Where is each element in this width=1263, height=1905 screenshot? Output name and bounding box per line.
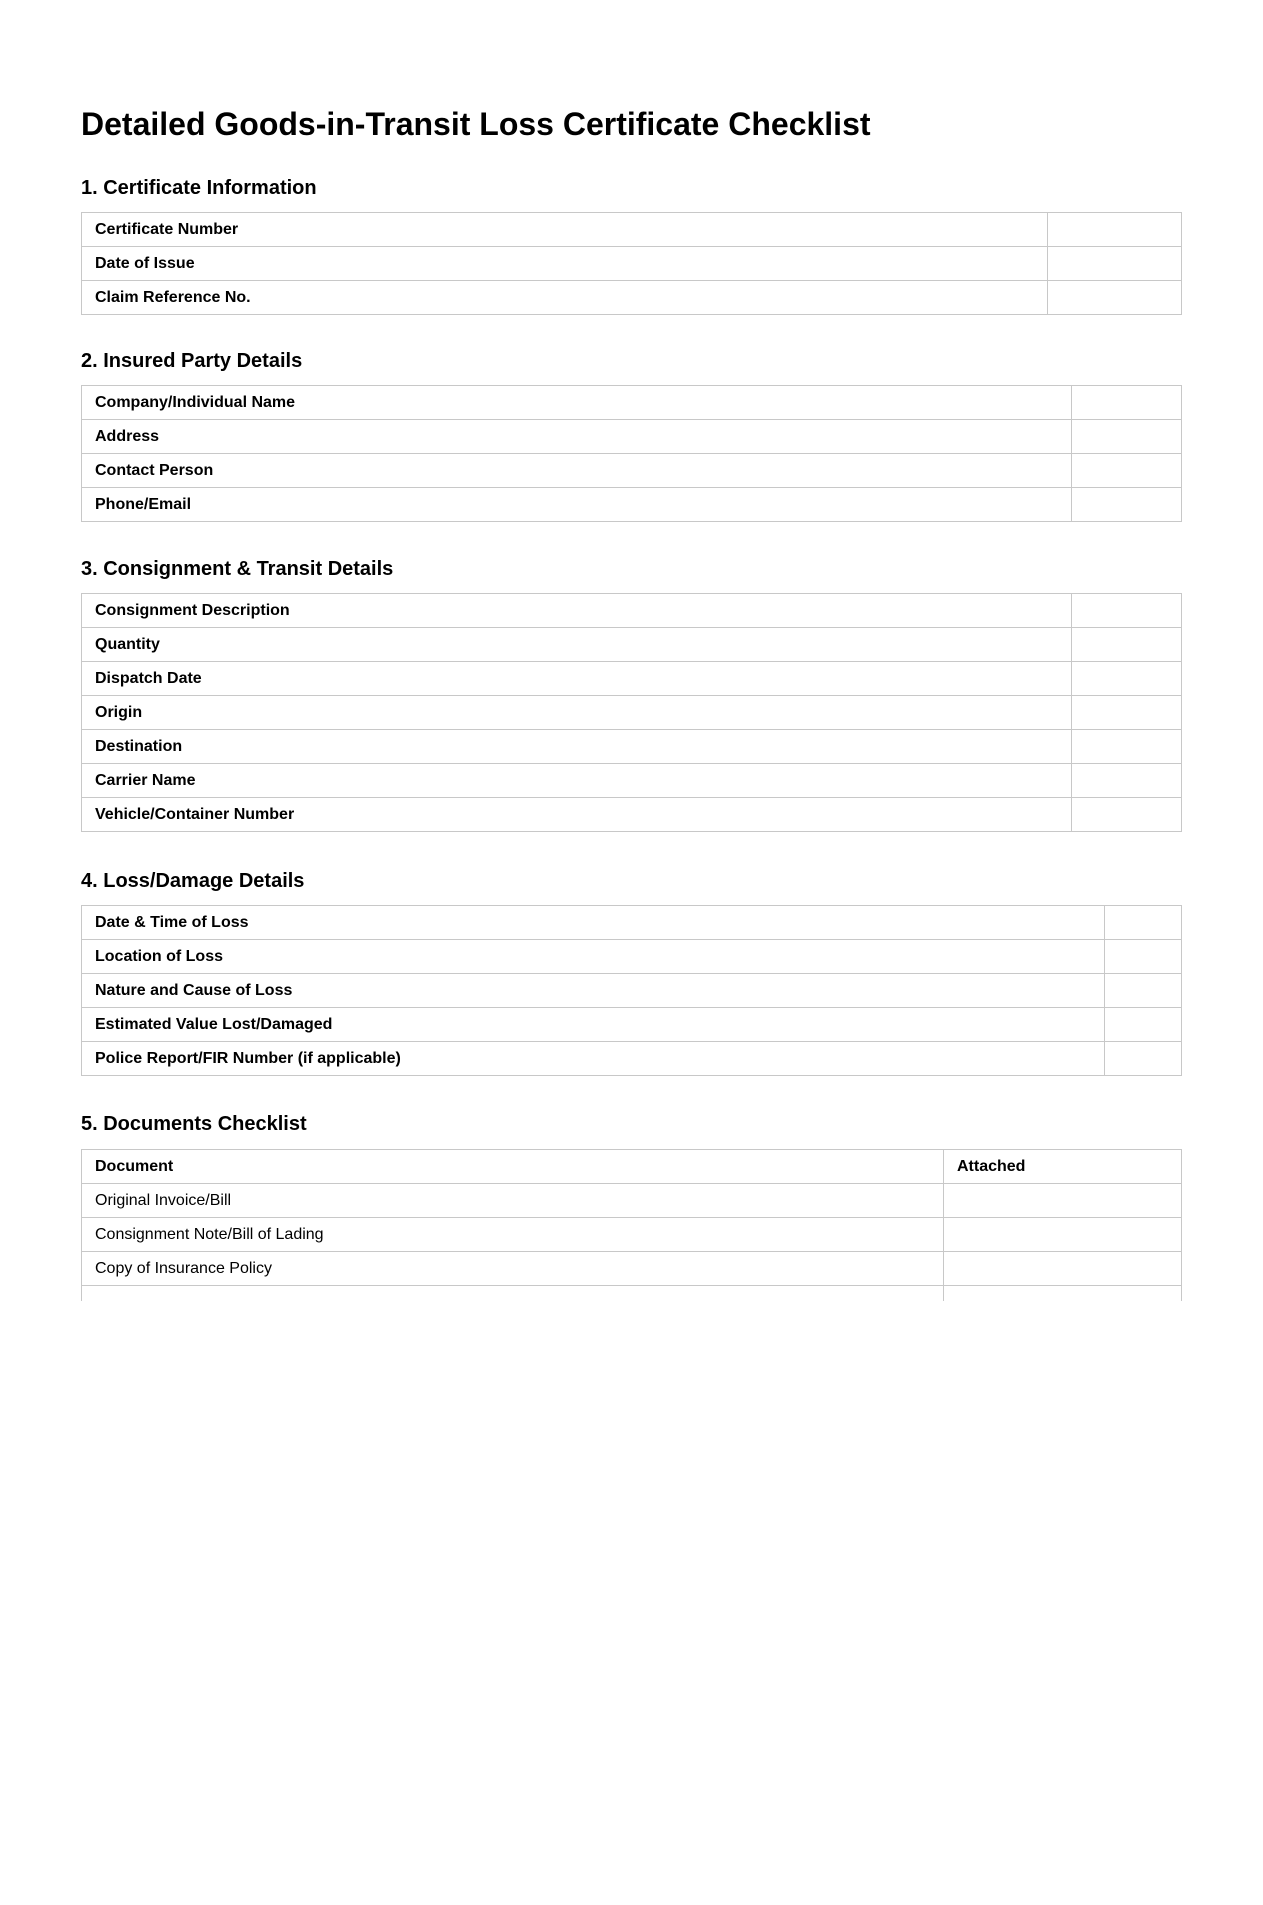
table-row	[82, 454, 1182, 488]
origin-field[interactable]	[1072, 696, 1182, 730]
document-name: Original Invoice/Bill	[82, 1184, 944, 1218]
consignment-table	[81, 593, 1182, 832]
table-row	[82, 420, 1182, 454]
loss-damage-table	[81, 905, 1182, 1076]
insured-party-table	[81, 385, 1182, 522]
section-heading-certificate-info: 1. Certificate Information	[81, 177, 317, 199]
section-heading-insured-party: 2. Insured Party Details	[81, 350, 303, 372]
page-title: Detailed Goods-in-Transit Loss Certificate Checklist	[81, 106, 871, 142]
table-header-row	[82, 1150, 1182, 1184]
table-row	[82, 594, 1182, 628]
attached-cell[interactable]	[944, 1286, 1182, 1302]
carrier-name-field[interactable]	[1072, 764, 1182, 798]
table-row	[82, 281, 1182, 315]
certificate-number-field[interactable]	[1048, 213, 1182, 247]
table-row	[82, 488, 1182, 522]
table-row	[82, 1184, 1182, 1218]
table-row	[82, 1252, 1182, 1286]
loss-datetime-field[interactable]	[1105, 906, 1182, 940]
field-label: Date of Issue	[82, 247, 1048, 281]
loss-cause-field[interactable]	[1105, 974, 1182, 1008]
address-field[interactable]	[1072, 420, 1182, 454]
table-row	[82, 764, 1182, 798]
estimated-value-field[interactable]	[1105, 1008, 1182, 1042]
loss-location-field[interactable]	[1105, 940, 1182, 974]
field-label: Location of Loss	[82, 940, 1105, 974]
field-label: Company/Individual Name	[82, 386, 1072, 420]
document-name: Consignment Note/Bill of Lading	[82, 1218, 944, 1252]
date-of-issue-field[interactable]	[1048, 247, 1182, 281]
documents-table-clip	[81, 1139, 1182, 1301]
field-label: Dispatch Date	[82, 662, 1072, 696]
table-row	[82, 386, 1182, 420]
table-row	[82, 798, 1182, 832]
table-row	[82, 213, 1182, 247]
consignment-description-field[interactable]	[1072, 594, 1182, 628]
field-label: Carrier Name	[82, 764, 1072, 798]
field-label: Nature and Cause of Loss	[82, 974, 1105, 1008]
document-name-cutoff	[82, 1286, 944, 1302]
table-row	[82, 906, 1182, 940]
table-row	[82, 628, 1182, 662]
field-label: Phone/Email	[82, 488, 1072, 522]
document-name: Copy of Insurance Policy	[82, 1252, 944, 1286]
section-heading-consignment: 3. Consignment & Transit Details	[81, 558, 394, 580]
certificate-info-table	[81, 212, 1182, 315]
vehicle-number-field[interactable]	[1072, 798, 1182, 832]
field-label: Contact Person	[82, 454, 1072, 488]
section-heading-documents: 5. Documents Checklist	[81, 1113, 307, 1135]
destination-field[interactable]	[1072, 730, 1182, 764]
company-name-field[interactable]	[1072, 386, 1182, 420]
documents-checklist-table	[81, 1149, 1182, 1301]
table-row	[82, 1042, 1182, 1076]
field-label: Claim Reference No.	[82, 281, 1048, 315]
field-label: Destination	[82, 730, 1072, 764]
police-report-field[interactable]	[1105, 1042, 1182, 1076]
column-header-document: Document	[82, 1150, 944, 1184]
table-row	[82, 1008, 1182, 1042]
field-label: Vehicle/Container Number	[82, 798, 1072, 832]
table-row	[82, 247, 1182, 281]
table-row	[82, 730, 1182, 764]
section-heading-loss-damage: 4. Loss/Damage Details	[81, 870, 305, 892]
table-row	[82, 696, 1182, 730]
column-header-attached: Attached	[944, 1150, 1182, 1184]
table-row	[82, 940, 1182, 974]
attached-cell[interactable]	[944, 1218, 1182, 1252]
contact-person-field[interactable]	[1072, 454, 1182, 488]
table-row	[82, 662, 1182, 696]
field-label: Certificate Number	[82, 213, 1048, 247]
field-label: Address	[82, 420, 1072, 454]
attached-cell[interactable]	[944, 1184, 1182, 1218]
attached-cell[interactable]	[944, 1252, 1182, 1286]
field-label: Date & Time of Loss	[82, 906, 1105, 940]
field-label: Estimated Value Lost/Damaged	[82, 1008, 1105, 1042]
table-row	[82, 1218, 1182, 1252]
claim-reference-field[interactable]	[1048, 281, 1182, 315]
field-label: Origin	[82, 696, 1072, 730]
dispatch-date-field[interactable]	[1072, 662, 1182, 696]
table-row-cutoff	[82, 1286, 1182, 1302]
field-label: Quantity	[82, 628, 1072, 662]
table-row	[82, 974, 1182, 1008]
phone-email-field[interactable]	[1072, 488, 1182, 522]
field-label: Police Report/FIR Number (if applicable)	[82, 1042, 1105, 1076]
field-label: Consignment Description	[82, 594, 1072, 628]
quantity-field[interactable]	[1072, 628, 1182, 662]
